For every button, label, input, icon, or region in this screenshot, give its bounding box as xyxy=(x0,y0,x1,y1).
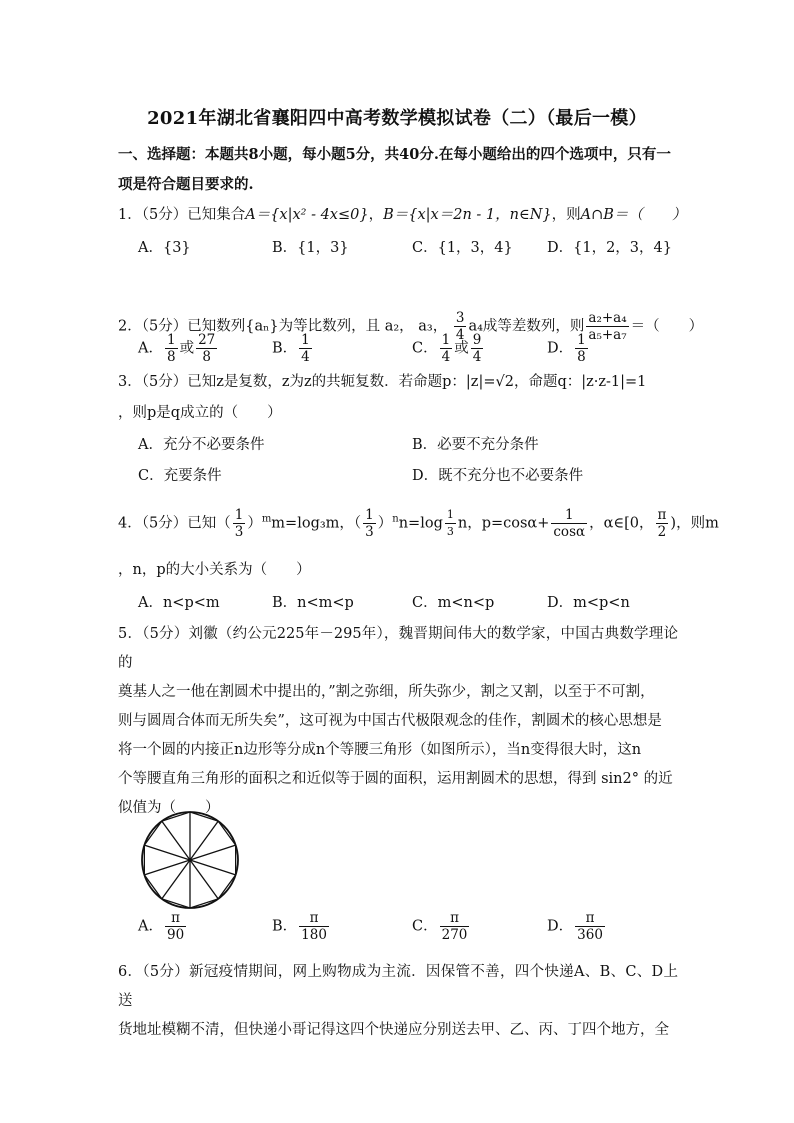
question-text: 已知集合 xyxy=(187,207,246,223)
radius-line xyxy=(162,860,190,899)
fraction-ratio: $\frac{\text{a₂+a₄}}{\text{a₅+a₇}}$ xyxy=(588,310,627,343)
question-ask: A∩B＝（ ） xyxy=(580,207,687,223)
question-5-line-4: 将一个圆的内接正n边形等分成n个等腰三角形（如图所示），当n变得很大时，这n xyxy=(118,742,642,758)
question-number: 4． xyxy=(118,515,142,532)
question-5-line-3: 则与圆周合体而无所失矣”，这可视为中国古代极限观念的佳作，割圆术的核心思想是 xyxy=(118,713,662,729)
question-5-line-5: 个等腰直角三角形的面积之和近似等于圆的面积，运用割圆术的思想，得到 sin2° 的近 xyxy=(118,771,673,787)
question-5-line-2: 奠基人之一他在割圆术中提出的，”割之弥细，所失弥少，割之又割，以至于不可割， xyxy=(118,684,655,700)
question-number: 6． xyxy=(118,964,143,980)
question-number: 2． xyxy=(118,318,142,335)
inscribed-polygon-figure xyxy=(138,808,242,912)
option-c: C． $\frac{1}{4}$ 或 $\frac{9}{4}$ xyxy=(412,332,482,365)
page-title: 2021年湖北省襄阳四中高考数学模拟试卷（二）（最后一模） xyxy=(147,108,647,129)
option-b: B． $\frac{\pi}{180}$ xyxy=(272,910,327,943)
question-text: ，α∈[0， xyxy=(589,515,654,532)
question-number: 1． xyxy=(118,207,142,223)
option-d: D．{1，2，3，4} xyxy=(547,240,672,256)
question-text: n=log xyxy=(398,515,443,532)
option-a: A． $\frac{1}{8}$ 或 $\frac{27}{8}$ xyxy=(138,332,216,365)
option-c: C．m<n<p xyxy=(412,595,495,611)
question-3-line2: ，则p是q成立的（ ） xyxy=(118,405,282,421)
question-score: （5分） xyxy=(141,318,188,335)
question-score: （5分） xyxy=(142,626,189,642)
option-a: A． $\frac{\pi}{90}$ xyxy=(138,910,185,943)
question-score: （5分） xyxy=(141,207,188,223)
radius-line xyxy=(190,860,218,899)
question-text: 刘徽（约公元225年－295年），魏晋期间伟大的数学家，中国古典数学理论的 xyxy=(118,626,678,671)
question-3-stem xyxy=(118,372,646,392)
question-4-line2: ，n，p的大小关系为（ ） xyxy=(118,562,311,578)
question-text: 已知数列{aₙ}为等比数列，且 a₂， a₃， xyxy=(187,318,452,335)
question-score: （5分） xyxy=(142,964,190,980)
radius-line xyxy=(190,845,236,860)
question-6-line-1 xyxy=(118,958,678,1016)
radius-line xyxy=(190,821,218,860)
option-d: D． $\frac{\pi}{360}$ xyxy=(547,910,603,943)
option-d: D． $\frac{1}{8}$ xyxy=(547,332,586,365)
question-5-stem xyxy=(118,620,678,823)
option-a: A．充分不必要条件 xyxy=(138,437,265,453)
question-text: n，p=cosα+ xyxy=(457,515,550,532)
question-text: a₄成等差数列，则 xyxy=(468,318,585,335)
question-4-stem: 4．（5分）已知（ $\frac{1}{3}$ ）$^m$m=log₃m，（ $\frac{1}{3}$ ）$^n$n=log $\frac{1}{3}$ n，p=cosα+ $\frac{1}{\cos\alpha}$ ，α∈[0， $\frac{\pi}{2}$ )，则m xyxy=(118,507,719,540)
polygon-spokes xyxy=(144,812,235,908)
question-6-line-2: 货地址模糊不清，但快递小哥记得这四个快递应分别送去甲、乙、丙、丁四个地方，全 xyxy=(118,1022,669,1038)
question-text: 新冠疫情期间，网上购物成为主流．因保管不善，四个快递A、B、C、D上送 xyxy=(118,964,678,1009)
question-number: 3． xyxy=(118,374,142,390)
question-1-stem: 1．（5分）已知集合A＝{x|x² - 4x≤0}，B＝{x|x＝2n - 1，n∈N}，则A∩B＝（ ） xyxy=(118,207,687,223)
option-b: B．必要不充分条件 xyxy=(412,437,539,453)
radius-line xyxy=(190,860,236,875)
option-c: C． $\frac{\pi}{270}$ xyxy=(412,910,468,943)
option-d: D．既不充分也不必要条件 xyxy=(412,468,584,484)
question-score: （5分） xyxy=(141,374,188,390)
option-b: B． $\frac{1}{4}$ xyxy=(272,332,310,365)
question-text: ，则 xyxy=(551,207,581,223)
option-a: A．n<p<m xyxy=(138,595,220,611)
radius-line xyxy=(144,860,190,875)
question-5-line-6: 似值为（ ） xyxy=(118,800,220,816)
question-6-stem xyxy=(118,958,678,1045)
radius-line xyxy=(144,845,190,860)
option-b: B．{1，3} xyxy=(272,240,349,256)
question-number: 5． xyxy=(118,626,143,642)
set-b: B＝{x|x＝2n - 1，n∈N} xyxy=(383,207,552,223)
section-heading: 一、选择题：本题共8小题，每小题5分，共40分.在每小题给出的四个选项中，只有一项是符合题目要求的. xyxy=(118,146,671,193)
question-text: )，则m xyxy=(670,515,719,532)
question-score: （5分） xyxy=(141,515,188,532)
question-text: m=log₃m， xyxy=(271,515,354,532)
question-text: 已知 xyxy=(187,515,217,532)
question-text: 已知z是复数，z为z的共轭复数．若命题p：|z|=√2，命题q：|z·z-1|=1 xyxy=(187,374,647,390)
question-5-line-1 xyxy=(118,620,678,678)
question-ask: ＝（ ） xyxy=(630,318,704,335)
option-c: C．充要条件 xyxy=(138,468,222,484)
option-b: B．n<m<p xyxy=(272,595,354,611)
option-c: C．{1，3，4} xyxy=(412,240,513,256)
option-d: D．m<p<n xyxy=(547,595,630,611)
radius-line xyxy=(162,821,190,860)
set-a: A＝{x|x² - 4x≤0} xyxy=(245,207,369,223)
option-a: A．{3} xyxy=(138,240,191,256)
fraction-three-quarters: $\frac{3}{4}$ xyxy=(455,310,465,343)
